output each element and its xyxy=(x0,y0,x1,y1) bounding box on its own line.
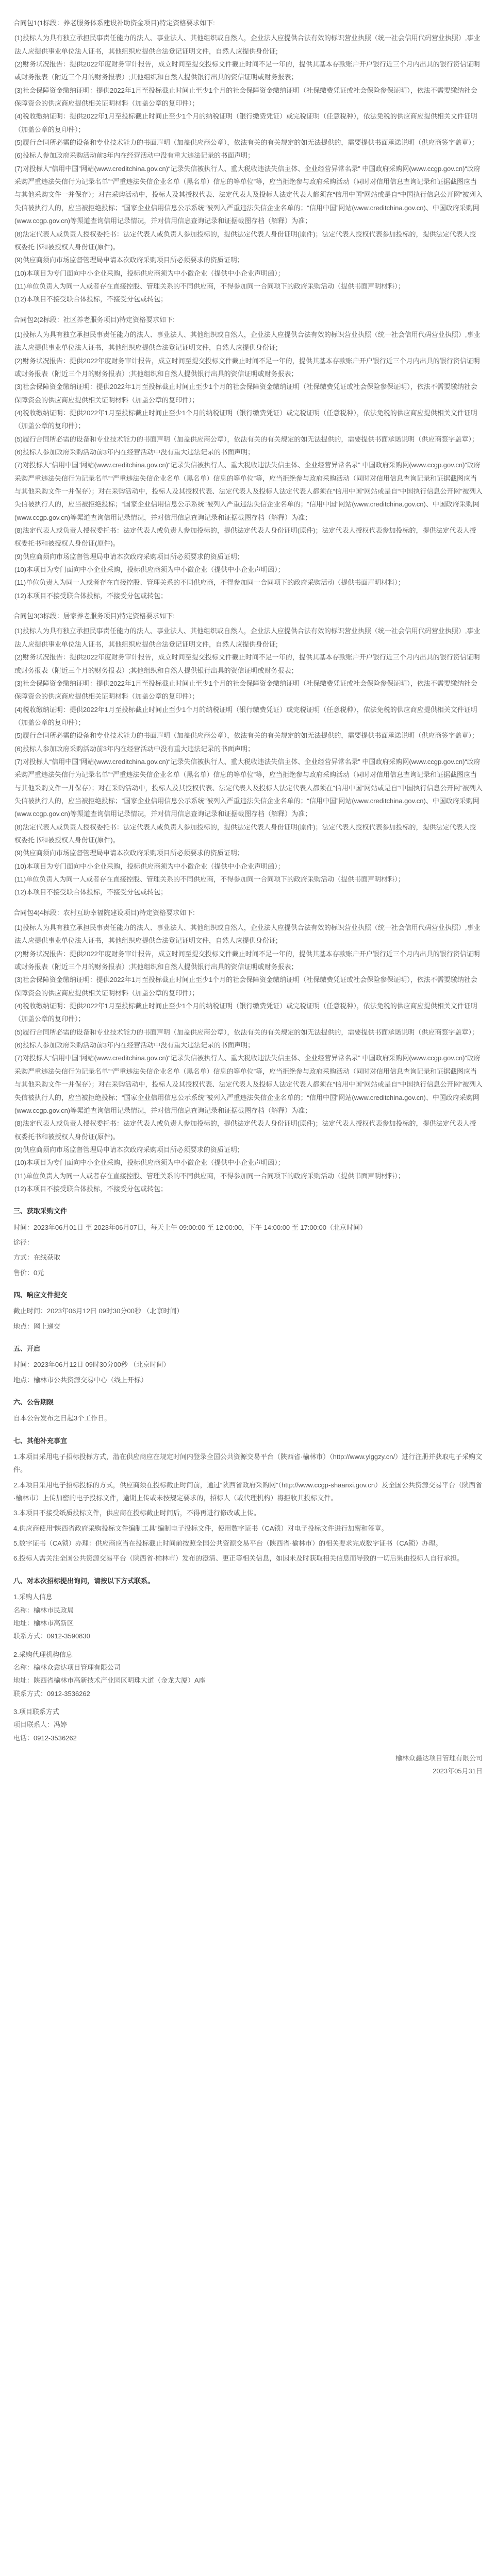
lot-block xyxy=(13,16,483,306)
requirement-item: (4)税收缴纳证明：提供2022年1月至投标截止时间止至少1个月的纳税证明（银行缴费凭证）或完税证明（任意税种），依法免税的供应商应提供相关文件证明（加盖公章的复印件）； xyxy=(14,1002,477,1023)
requirement-item: (6)投标人参加政府采购活动前3年内在经营活动中没有重大违法记录的书面声明； xyxy=(14,744,255,753)
lot-block xyxy=(13,906,483,1196)
requirement-item: (9)供应商须向市场监督管理局申请本次政府采购项目所必须要求的资质证明； xyxy=(14,552,244,561)
requirement-item: (8)法定代表人或负责人授权委托书：法定代表人或负责人参加投标的，提供法定代表人身份证明(原件)；法定代表人授权代表参加投标的，提供法定代表人授权委托书和被授权人身份证(原件)。 xyxy=(14,823,476,844)
agency-address: 陕西省榆林市高新技术产业园区明珠大道（金龙大厦）A座 xyxy=(34,1676,206,1685)
project-contact-phone-label: 电话： xyxy=(13,1734,34,1742)
buyer-address-row xyxy=(13,1617,483,1630)
project-contact-person-label: 项目联系人： xyxy=(13,1721,54,1729)
requirement-item: (10)本项目为专门面向中小企业采购，投标供应商须为中小微企业（提供中小企业声明函）； xyxy=(14,862,285,870)
requirement-item: (10)本项目为专门面向中小企业采购，投标供应商须为中小微企业（提供中小企业声明函）； xyxy=(14,1159,285,1167)
requirement-item: (5)履行合同所必需的设备和专业技术能力的书面声明（加盖供应商公章），依法有关的有关规定的如无法提供的，需要提供书面承诺说明（供应商签字盖章）； xyxy=(14,1028,478,1036)
agency-name: 榆林众鑫达项目管理有限公司 xyxy=(34,1663,121,1671)
buyer-phone-row xyxy=(13,1630,483,1642)
requirement-item: (3)社会保障资金缴纳证明：提供2022年1月至投标截止时间止至少1个月的社会保障资金缴纳证明（社保缴费凭证或社会保险参保证明），依法不需要缴纳社会保障资金的供应商应提供相关证明材料（加盖公章的复印件）； xyxy=(14,383,477,404)
signature-org: 榆林众鑫达项目管理有限公司 xyxy=(395,1754,483,1762)
requirement-item: (8)法定代表人或负责人授权委托书：法定代表人或负责人参加投标的，提供法定代表人身份证明(原件)；法定代表人授权代表参加投标的，提供法定代表人授权委托书和被授权人身份证(原件)。 xyxy=(14,1120,476,1141)
requirement-item: (2)财务状况报告：提供2022年度财务审计报告，成立时间至提交投标文件截止时间不足一年的，提供其基本存款账户开户银行近三个月内出具的银行资信证明或财务报表（附近三个月的财务报表）;其他组织和自然人提供银行出具的资信证明或财务报表； xyxy=(14,950,480,971)
project-contact-person-row xyxy=(13,1718,483,1731)
requirement-item: (3)社会保障资金缴纳证明：提供2022年1月至投标截止时间止至少1个月的社会保障资金缴纳证明（社保缴费凭证或社会保险参保证明），依法不需要缴纳社会保障资金的供应商应提供相关证明材料（加盖公章的复印件）； xyxy=(14,976,477,997)
section-title: 八、对本次招标提出询问，请按以下方式联系。 xyxy=(13,1577,155,1585)
other-matter-item: 5.数字证书（CA锁）办理：供应商应当在投标截止时间前按照全国公共资源交易平台（陕西省·榆林市）的相关要求完成数字证书（CA锁）办理。 xyxy=(13,1539,442,1548)
requirement-item: (6)投标人参加政府采购活动前3年内在经营活动中没有重大违法记录的书面声明； xyxy=(14,1041,255,1049)
buyer-heading: 1.采购人信息 xyxy=(13,1593,53,1601)
requirement-item: (5)履行合同所必需的设备和专业技术能力的书面声明（加盖供应商公章），依法有关的有关规定的如无法提供的，需要提供书面承诺说明（供应商签字盖章）； xyxy=(14,435,478,443)
requirement-item: (6)投标人参加政府采购活动前3年内在经营活动中没有重大违法记录的书面声明； xyxy=(14,151,255,160)
section-obtain-documents xyxy=(13,1205,483,1279)
buyer-name: 榆林市民政局 xyxy=(34,1606,74,1614)
obtain-time: 时间：2023年06月01日 至 2023年06月07日，每天上午 09:00:00 至 12:00:00，下午 14:00:00 至 17:00:00（北京时间） xyxy=(13,1223,367,1231)
agency-phone-row xyxy=(13,1687,483,1700)
requirement-item: (2)财务状况报告：提供2022年度财务审计报告，成立时间至提交投标文件截止时间不足一年的，提供其基本存款账户开户银行近三个月内出具的银行资信证明或财务报表（附近三个月的财务报表）;其他组织和自然人提供银行出具的资信证明或财务报表； xyxy=(14,60,480,81)
requirement-item: (9)供应商须向市场监督管理局申请本次政府采购项目所必须要求的资质证明； xyxy=(14,1145,244,1154)
requirement-item: (4)税收缴纳证明：提供2022年1月至投标截止时间止至少1个月的纳税证明（银行缴费凭证）或完税证明（任意税种），依法免税的供应商应提供相关文件证明（加盖公章的复印件）； xyxy=(14,705,477,726)
qualification-requirements xyxy=(13,16,483,1195)
agency-phone: 0912-3536262 xyxy=(47,1689,90,1698)
requirement-item: (7)对投标人“信用中国”网站(www.creditchina.gov.cn)“记录失信被执行人、重大税收违法失信主体、企业经营异常名录” 中国政府采购网(www.ccgp.gov.cn)“政府采购严重违法失信行为记录名单”“严重违法失信企业名单（黑名单）信息的等单位”等，应当拒绝参与政府采购活动（同时对信用信息查询记录和证据截图应当与其他采购文件一并保存）；对在采购活动中，投标人及其授权代表、法定代表人及投标人法定代表人都须在“信用中国”网站或是自“中国执行信息公开网”被列入失信被执行人的，应当被拒绝投标；“国家企业信用信息公示系统”被列入严重违法失信企业名单的；“信用中国”网站(www.creditchina.gov.cn)、中国政府采购网(www.ccgp.gov.cn)等渠道查询信用记录情况，并对信用信息查询记录和证据截图存档（解释）为准； xyxy=(14,461,483,521)
requirement-item: (5)履行合同所必需的设备和专业技术能力的书面声明（加盖供应商公章），依法有关的有关规定的如无法提供的，需要提供书面承诺说明（供应商签字盖章）； xyxy=(14,139,478,147)
other-matter-item: 1.本项目采用电子招标投标方式，潜在供应商应在规定时间内登录全国公共资源交易平台（陕西省·榆林市）（http://www.ylggzy.cn/）进行注册并获取电子采购文件。 xyxy=(13,1453,483,1474)
buyer-name-row xyxy=(13,1604,483,1617)
project-contact-phone-row xyxy=(13,1732,483,1744)
agency-heading: 2.采购代理机构信息 xyxy=(13,1650,73,1658)
lot-intro: 合同包3(3标段：居家养老服务项目)特定资格要求如下: xyxy=(13,612,175,620)
project-contact-info xyxy=(13,1705,483,1744)
requirement-item: (7)对投标人“信用中国”网站(www.creditchina.gov.cn)“记录失信被执行人、重大税收违法失信主体、企业经营异常名录” 中国政府采购网(www.ccgp.gov.cn)“政府采购严重违法失信行为记录名单”“严重违法失信企业名单（黑名单）信息的等单位”等，应当拒绝参与政府采购活动（同时对信用信息查询记录和证据截图应当与其他采购文件一并保存）；对在采购活动中，投标人及其授权代表、法定代表人及投标人法定代表人都须在“信用中国”网站或是自“中国执行信息公开网”被列入失信被执行人的，应当被拒绝投标；“国家企业信用信息公示系统”被列入严重违法失信企业名单的；“信用中国”网站(www.creditchina.gov.cn)、中国政府采购网(www.ccgp.gov.cn)等渠道查询信用记录情况，并对信用信息查询记录和证据截图存档（解释）为准； xyxy=(14,164,483,225)
requirement-item: (8)法定代表人或负责人授权委托书：法定代表人或负责人参加投标的，提供法定代表人身份证明(原件)；法定代表人授权代表参加投标的，提供法定代表人授权委托书和被授权人身份证(原件)。 xyxy=(14,230,476,251)
other-matter-item: 3.本项目不接受纸质投标文件，供应商在投标截止时间后，不得再进行修改或上传。 xyxy=(13,1509,260,1517)
requirement-item: (4)税收缴纳证明：提供2022年1月至投标截止时间止至少1个月的纳税证明（银行缴费凭证）或完税证明（任意税种），依法免税的供应商应提供相关文件证明（加盖公章的复印件）； xyxy=(14,112,477,133)
requirement-item: (10)本项目为专门面向中小企业采购，投标供应商须为中小微企业（提供中小企业声明函）； xyxy=(14,566,285,574)
requirement-item: (1)投标人为具有独立承担民事责任能力的法人、事业法人、其他组织或自然人，企业法人应提供合法有效的标识营业执照（统一社会信用代码营业执照）,事业法人应提供事业单位法人证书，其他组织应提供合法登记证明文件，自然人应提供身份证; xyxy=(14,924,481,945)
other-matter-item: 2.本项目采用电子招标投标的方式，供应商须在投标截止时间前，通过“陕西省政府采购网”（http://www.ccgp-shaanxi.gov.cn）及全国公共资源交易平台（陕西省·榆林市）上传加密的电子投标文件，逾期上传或未按规定要求的，招标人（或代理机构）将拒收其投标文件。 xyxy=(13,1481,483,1502)
requirement-item: (11)单位负责人为同一人或者存在直接控股、管理关系的不同供应商，不得参加同一合同项下的政府采购活动（提供书面声明材料）； xyxy=(14,579,405,587)
agency-name-row xyxy=(13,1661,483,1674)
requirement-item: (8)法定代表人或负责人授权委托书：法定代表人或负责人参加投标的，提供法定代表人身份证明(原件)；法定代表人授权代表参加投标的，提供法定代表人授权委托书和被授权人身份证(原件)。 xyxy=(14,527,476,548)
buyer-info xyxy=(13,1590,483,1642)
requirement-item: (6)投标人参加政府采购活动前3年内在经营活动中没有重大违法记录的书面声明； xyxy=(14,448,255,456)
agency-info xyxy=(13,1648,483,1700)
requirement-item: (1)投标人为具有独立承担民事责任能力的法人、事业法人、其他组织或自然人，企业法人应提供合法有效的标识营业执照（统一社会信用代码营业执照）,事业法人应提供事业单位法人证书，其他组织应提供合法登记证明文件，自然人应提供身份证; xyxy=(14,34,481,55)
requirement-item: (11)单位负责人为同一人或者存在直接控股、管理关系的不同供应商，不得参加同一合同项下的政府采购活动（提供书面声明材料）； xyxy=(14,875,405,883)
requirement-item: (9)供应商须向市场监督管理局申请本次政府采购项目所必须要求的资质证明； xyxy=(14,256,244,264)
signature-block xyxy=(13,1752,483,1778)
requirement-item: (12)本项目不接受联合体投标，不接受分包或转包； xyxy=(14,295,168,303)
obtain-price: 售价：0元 xyxy=(13,1268,44,1277)
section-announcement-period xyxy=(13,1396,483,1425)
requirement-item: (12)本项目不接受联合体投标，不接受分包或转包； xyxy=(14,1184,168,1193)
other-matters-list xyxy=(13,1450,483,1565)
requirement-item: (9)供应商须向市场监督管理局申请本次政府采购项目所必须要求的资质证明； xyxy=(14,849,244,857)
section-title: 三、获取采购文件 xyxy=(13,1207,68,1215)
requirement-item: (1)投标人为具有独立承担民事责任能力的法人、事业法人、其他组织或自然人，企业法人应提供合法有效的标识营业执照（统一社会信用代码营业执照）,事业法人应提供事业单位法人证书，其他组织应提供合法登记证明文件，自然人应提供身份证; xyxy=(14,627,481,648)
requirement-item: (3)社会保障资金缴纳证明：提供2022年1月至投标截止时间止至少1个月的社会保障资金缴纳证明（社保缴费凭证或社会保险参保证明），依法不需要缴纳社会保障资金的供应商应提供相关证明材料（加盖公章的复印件）； xyxy=(14,86,477,108)
requirement-item: (3)社会保障资金缴纳证明：提供2022年1月至投标截止时间止至少1个月的社会保障资金缴纳证明（社保缴费凭证或社会保险参保证明），依法不需要缴纳社会保障资金的供应商应提供相关证明材料（加盖公章的复印件）； xyxy=(14,679,477,701)
lot-intro: 合同包2(2标段：社区养老服务项目)特定资格要求如下: xyxy=(13,315,175,324)
submission-deadline: 截止时间：2023年06月12日 09时30分00秒 （北京时间） xyxy=(13,1307,184,1315)
section-contacts xyxy=(13,1574,483,1744)
section-other-matters xyxy=(13,1434,483,1565)
requirement-item: (11)单位负责人为同一人或者存在直接控股、管理关系的不同供应商，不得参加同一合同项下的政府采购活动（提供书面声明材料）； xyxy=(14,1172,405,1180)
other-matter-item: 6.投标人需关注全国公共资源交易平台（陕西省·榆林市）发布的澄清、更正等相关信息，如因未及时获取相关信息而导致的一切后果由投标人自行承担。 xyxy=(13,1554,464,1563)
requirement-item: (4)税收缴纳证明：提供2022年1月至投标截止时间止至少1个月的纳税证明（银行缴费凭证）或完税证明（任意税种），依法免税的供应商应提供相关文件证明（加盖公章的复印件）； xyxy=(14,409,477,430)
obtain-route: 途径： xyxy=(13,1238,34,1246)
requirement-item: (7)对投标人“信用中国”网站(www.creditchina.gov.cn)“记录失信被执行人、重大税收违法失信主体、企业经营异常名录” 中国政府采购网(www.ccgp.gov.cn)“政府采购严重违法失信行为记录名单”“严重违法失信企业名单（黑名单）信息的等单位”等，应当拒绝参与政府采购活动（同时对信用信息查询记录和证据截图应当与其他采购文件一并保存）；对在采购活动中，投标人及其授权代表、法定代表人及投标人法定代表人都须在“信用中国”网站或是自“中国执行信息公开网”被列入失信被执行人的，应当被拒绝投标；“国家企业信用信息公示系统”被列入严重违法失信企业名单的；“信用中国”网站(www.creditchina.gov.cn)、中国政府采购网(www.ccgp.gov.cn)等渠道查询信用记录情况，并对信用信息查询记录和证据截图存档（解释）为准； xyxy=(14,757,483,818)
buyer-phone: 0912-3590830 xyxy=(47,1632,90,1640)
section-title: 五、开启 xyxy=(13,1345,41,1352)
section-submission xyxy=(13,1289,483,1333)
buyer-address-label: 地址： xyxy=(13,1619,34,1627)
opening-time: 时间：2023年06月12日 09时30分00秒 （北京时间） xyxy=(13,1361,170,1369)
requirement-item: (12)本项目不接受联合体投标，不接受分包或转包； xyxy=(14,888,168,896)
lot-block xyxy=(13,609,483,899)
opening-place: 地点：榆林市公共资源交易中心（线上开标） xyxy=(13,1376,148,1384)
requirement-item: (1)投标人为具有独立承担民事责任能力的法人、事业法人、其他组织或自然人，企业法人应提供合法有效的标识营业执照（统一社会信用代码营业执照）,事业法人应提供事业单位法人证书，其他组织应提供合法登记证明文件，自然人应提供身份证; xyxy=(14,330,481,352)
obtain-method: 方式：在线获取 xyxy=(13,1253,61,1262)
buyer-phone-label: 联系方式： xyxy=(13,1632,47,1640)
requirement-item: (7)对投标人“信用中国”网站(www.creditchina.gov.cn)“记录失信被执行人、重大税收违法失信主体、企业经营异常名录” 中国政府采购网(www.ccgp.gov.cn)“政府采购严重违法失信行为记录名单”“严重违法失信企业名单（黑名单）信息的等单位”等，应当拒绝参与政府采购活动（同时对信用信息查询记录和证据截图应当与其他采购文件一并保存）；对在采购活动中，投标人及其授权代表、法定代表人及投标人法定代表人都须在“信用中国”网站或是自“中国执行信息公开网”被列入失信被执行人的，应当被拒绝投标；“国家企业信用信息公示系统”被列入严重违法失信企业名单的；“信用中国”网站(www.creditchina.gov.cn)、中国政府采购网(www.ccgp.gov.cn)等渠道查询信用记录情况，并对信用信息查询记录和证据截图存档（解释）为准； xyxy=(14,1054,483,1114)
submission-place: 地点：网上递交 xyxy=(13,1322,61,1330)
agency-address-label: 地址： xyxy=(13,1676,34,1685)
section-title: 六、公告期限 xyxy=(13,1398,54,1406)
project-contact-person: 冯婷 xyxy=(54,1721,68,1729)
project-contact-heading: 3.项目联系方式 xyxy=(13,1707,59,1716)
signature-date: 2023年05月31日 xyxy=(433,1767,483,1775)
agency-address-row xyxy=(13,1674,483,1687)
requirement-item: (11)单位负责人为同一人或者存在直接控股、管理关系的不同供应商，不得参加同一合同项下的政府采购活动（提供书面声明材料）； xyxy=(14,282,405,290)
requirement-item: (10)本项目为专门面向中小企业采购，投标供应商须为中小微企业（提供中小企业声明函）； xyxy=(14,269,285,277)
section-opening xyxy=(13,1342,483,1386)
section-title: 四、响应文件提交 xyxy=(13,1291,68,1299)
section-title: 七、其他补充事宜 xyxy=(13,1436,68,1445)
lot-intro: 合同包4(4标段：农村互助幸福院建设项目)特定资格要求如下: xyxy=(13,908,195,917)
requirement-item: (2)财务状况报告：提供2022年度财务审计报告，成立时间至提交投标文件截止时间不足一年的，提供其基本存款账户开户银行近三个月内出具的银行资信证明或财务报表（附近三个月的财务报表）;其他组织和自然人提供银行出具的资信证明或财务报表； xyxy=(14,357,480,378)
lot-intro: 合同包1(1标段：养老服务体系建设补助资金项目)特定资格要求如下: xyxy=(13,19,215,27)
requirement-item: (5)履行合同所必需的设备和专业技术能力的书面声明（加盖供应商公章），依法有关的有关规定的如无法提供的，需要提供书面承诺说明（供应商签字盖章）； xyxy=(14,732,478,740)
announcement-period-text: 自本公告发布之日起3个工作日。 xyxy=(13,1414,111,1422)
other-matter-item: 4.供应商使用“陕西省政府采购投标文件编制工具”编制电子投标文件，使用数字证书（CA锁）对电子投标文件进行加密和签章。 xyxy=(13,1524,388,1532)
buyer-name-label: 名称： xyxy=(13,1606,34,1614)
agency-phone-label: 联系方式： xyxy=(13,1689,47,1698)
buyer-address: 榆林市高新区 xyxy=(34,1619,74,1627)
requirement-item: (2)财务状况报告：提供2022年度财务审计报告，成立时间至提交投标文件截止时间不足一年的，提供其基本存款账户开户银行近三个月内出具的银行资信证明或财务报表（附近三个月的财务报表）;其他组织和自然人提供银行出具的资信证明或财务报表； xyxy=(14,653,480,674)
lot-block xyxy=(13,313,483,603)
project-contact-phone: 0912-3536262 xyxy=(34,1734,77,1742)
requirement-item: (12)本项目不接受联合体投标，不接受分包或转包； xyxy=(14,591,168,600)
agency-name-label: 名称： xyxy=(13,1663,34,1671)
